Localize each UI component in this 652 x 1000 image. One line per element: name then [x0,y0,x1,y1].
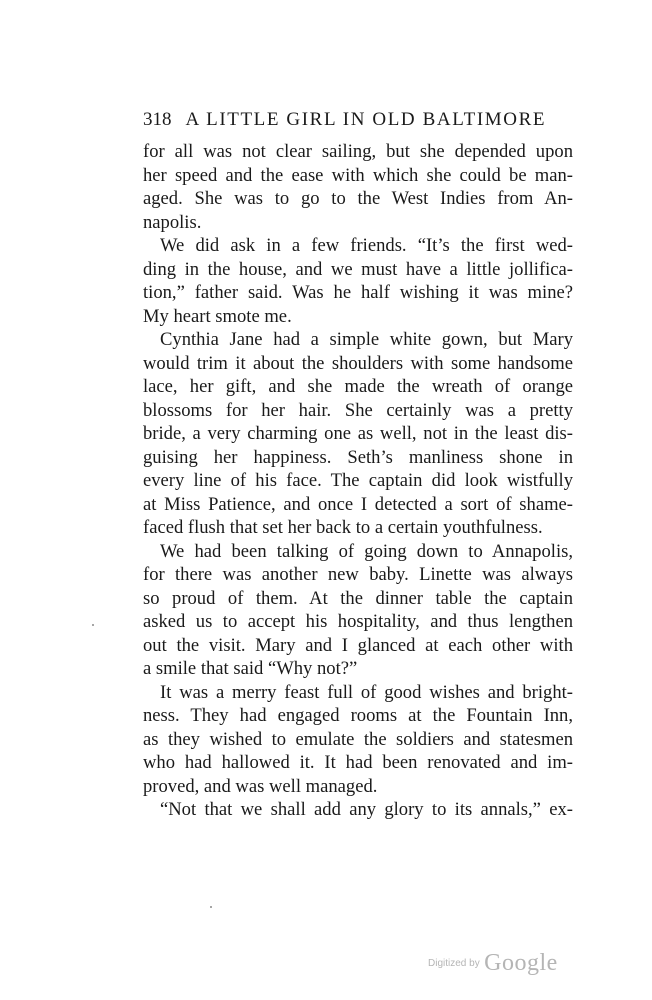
text-line: for all was not clear sailing, but she depended upon [143,141,573,162]
paragraph [143,328,573,540]
google-logo: Google [484,950,558,976]
text-line: faced flush that set her back to a certain youthfulness. [143,517,543,538]
google-watermark [428,950,558,977]
text-line: as they wished to emulate the soldiers and statesmen [143,728,573,750]
text-line: every line of his face. The captain did look wistfully [143,470,573,491]
text-line: bride, a very charming one as well, not in the least dis- [143,423,573,444]
paragraph [143,681,573,799]
text-line: We had been talking of going down to Annapolis, [160,540,573,562]
text-line: asked us to accept his hospitality, and thus lengthen [143,611,573,632]
text-line: would trim it about the shoulders with some handsome [143,352,573,374]
text-line: blossoms for her hair. She certainly was a pretty [143,399,573,421]
text-line: ding in the house, and we must have a little jollifica- [143,258,573,280]
text-line: aged. She was to go to the West Indies from An- [143,188,573,209]
stray-mark [92,624,94,626]
paragraph [143,798,573,822]
text-line: “Not that we shall add any glory to its annals,” ex- [160,799,573,820]
text-line: My heart smote me. [143,305,292,327]
text-line: out the visit. Mary and I glanced at each other with [143,634,573,656]
page-number: 318 [143,109,172,130]
text-line: ness. They had engaged rooms at the Fountain Inn, [143,705,573,726]
text-line: napolis. [143,211,202,233]
text-line: at Miss Patience, and once I detected a sort of shame- [143,493,573,515]
text-line: for there was another new baby. Linette was always [143,564,573,585]
text-line: her speed and the ease with which she could be man- [143,164,573,186]
text-line: so proud of them. At the dinner table the captain [143,587,573,609]
body-text [143,140,573,822]
running-head [143,109,573,131]
text-line: a smile that said “Why not?” [143,658,358,679]
text-line: lace, her gift, and she made the wreath of orange [143,376,573,397]
paragraph [143,540,573,681]
text-line: proved, and was well managed. [143,775,378,797]
text-line: Cynthia Jane had a simple white gown, but Mary [160,329,573,350]
running-title: A LITTLE GIRL IN OLD BALTIMORE [185,109,547,130]
text-line: tion,” father said. Was he half wishing it was mine? [143,282,573,303]
text-line: We did ask in a few friends. “It’s the first wed- [160,235,573,256]
text-line: It was a merry feast full of good wishes and bright- [160,681,573,703]
text-line: who had hallowed it. It had been renovated and im- [143,752,573,773]
paragraph [143,234,573,328]
stray-mark [210,906,212,908]
text-line: guising her happiness. Seth’s manliness shone in [143,446,573,468]
watermark-digitized-text: Digitized by [428,958,480,969]
paragraph [143,140,573,234]
